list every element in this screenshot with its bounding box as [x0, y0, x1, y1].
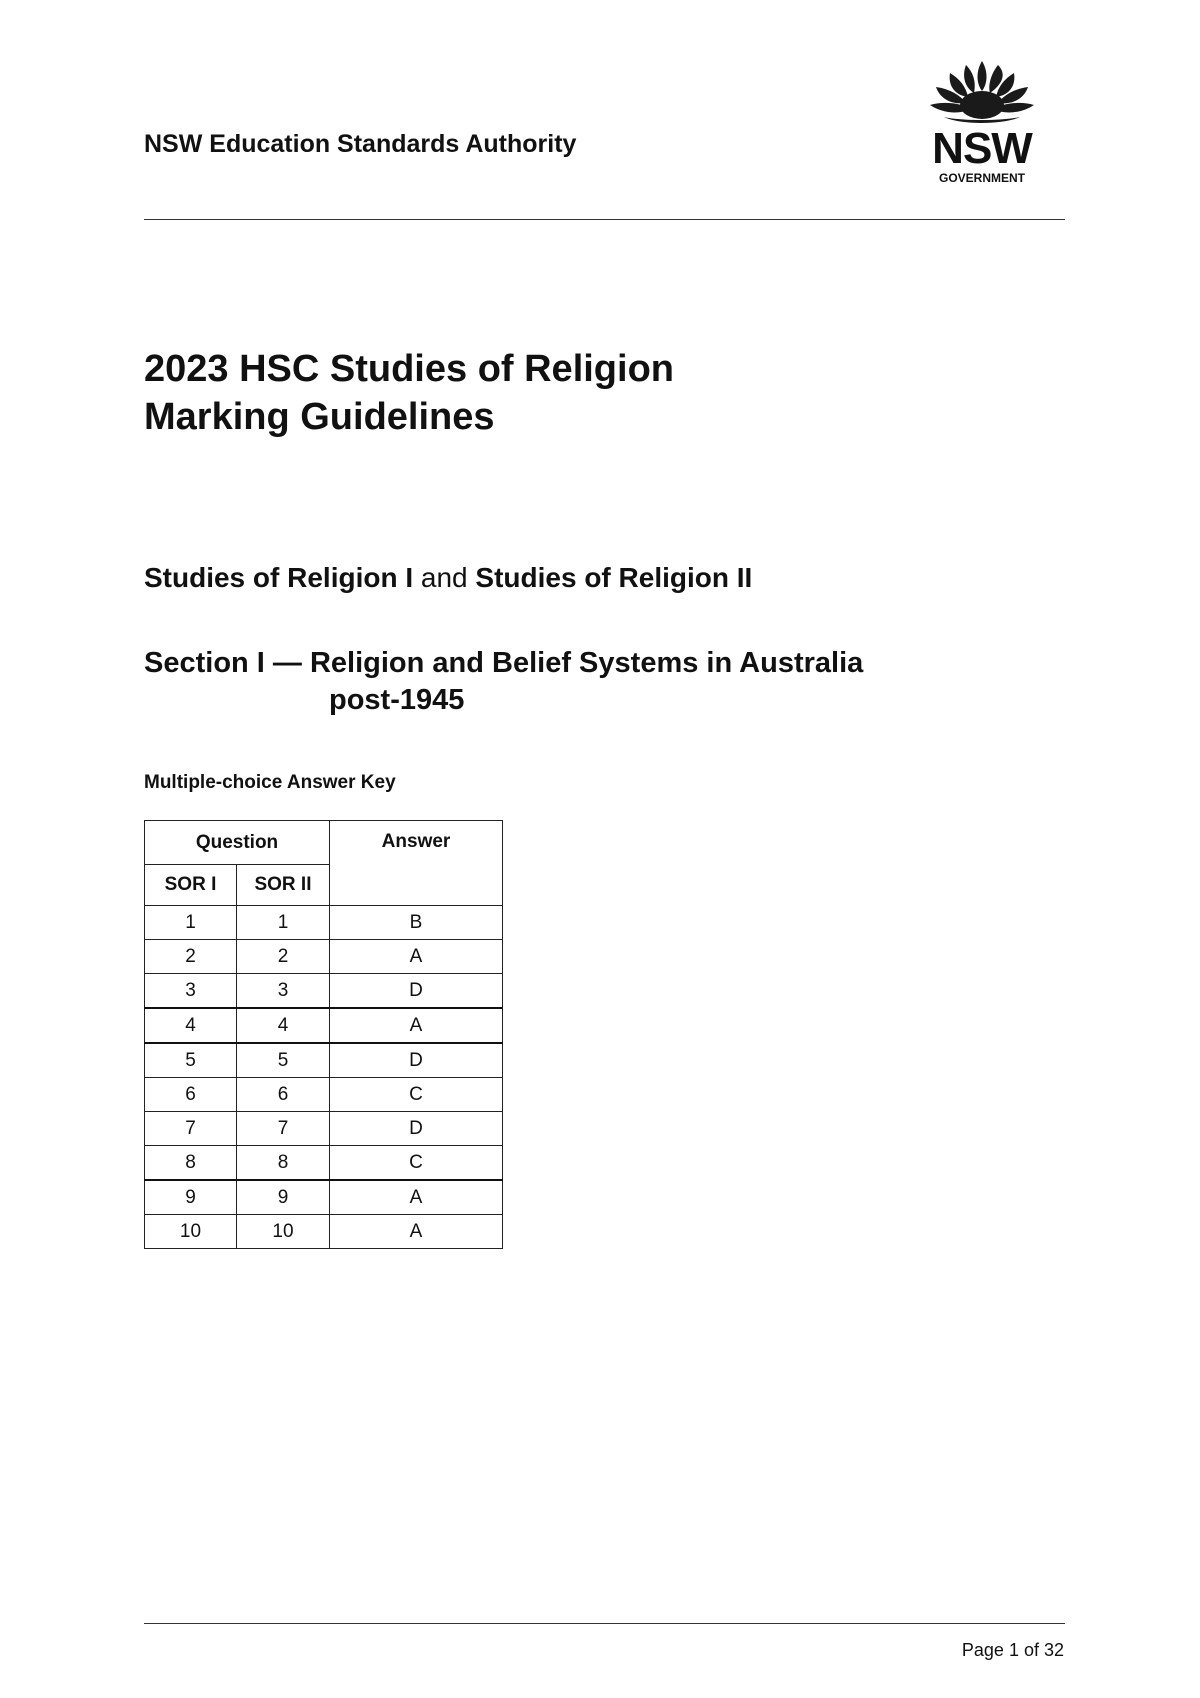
sor1-cell: 10 — [145, 1215, 237, 1249]
header-divider — [144, 219, 1065, 220]
answer-key-table — [144, 820, 503, 1249]
sor2-cell: 4 — [237, 1008, 330, 1043]
sor2-header: SOR II — [237, 865, 330, 906]
sor1-cell: 1 — [145, 906, 237, 940]
logo-subtext: GOVERNMENT — [938, 171, 1025, 185]
answer-cell: D — [330, 1043, 503, 1078]
section-heading — [144, 645, 863, 719]
sor1-cell: 8 — [145, 1146, 237, 1181]
sor1-cell: 9 — [145, 1180, 237, 1215]
answer-cell: D — [330, 1112, 503, 1146]
answer-header: Answer — [330, 821, 503, 906]
sor1-cell: 2 — [145, 940, 237, 974]
question-header: Question — [145, 821, 330, 865]
subtitle-joiner: and — [413, 562, 476, 593]
table-row — [145, 1215, 503, 1249]
answer-cell: C — [330, 1146, 503, 1181]
table-row — [145, 1043, 503, 1078]
waratah-icon — [920, 55, 1044, 129]
table-row — [145, 1146, 503, 1181]
table-row — [145, 1112, 503, 1146]
title-line-1: 2023 HSC Studies of Religion — [144, 348, 674, 390]
sor1-cell: 7 — [145, 1112, 237, 1146]
section-line-2: post-1945 — [329, 684, 465, 716]
logo-wordmark: NSW — [932, 124, 1032, 173]
table-row — [145, 974, 503, 1009]
organisation-name: NSW Education Standards Authority — [144, 130, 577, 158]
sor2-cell: 10 — [237, 1215, 330, 1249]
document-title — [144, 345, 674, 441]
subtitle-part-1: Studies of Religion I — [144, 562, 414, 593]
answer-cell: C — [330, 1078, 503, 1112]
table-row — [145, 1180, 503, 1215]
title-line-2: Marking Guidelines — [144, 396, 495, 438]
sor1-cell: 6 — [145, 1078, 237, 1112]
sor2-cell: 2 — [237, 940, 330, 974]
nsw-government-logo — [920, 55, 1044, 185]
subtitle-part-2: Studies of Religion II — [475, 562, 753, 593]
course-subtitle — [144, 562, 752, 594]
answer-cell: B — [330, 906, 503, 940]
page-number: Page 1 of 32 — [961, 1640, 1064, 1660]
section-line-1: Section I — Religion and Belief Systems in Australia — [144, 647, 864, 679]
sor1-header: SOR I — [145, 865, 237, 906]
sor2-cell: 5 — [237, 1043, 330, 1078]
sor2-cell: 6 — [237, 1078, 330, 1112]
answer-cell: A — [330, 1215, 503, 1249]
sor2-cell: 9 — [237, 1180, 330, 1215]
answer-key-body — [145, 906, 503, 1249]
answer-cell: A — [330, 1008, 503, 1043]
table-row — [145, 906, 503, 940]
answer-cell: A — [330, 940, 503, 974]
answer-cell: A — [330, 1180, 503, 1215]
answer-cell: D — [330, 974, 503, 1009]
sor1-cell: 5 — [145, 1043, 237, 1078]
sor2-cell: 7 — [237, 1112, 330, 1146]
answer-key-heading: Multiple-choice Answer Key — [144, 772, 396, 793]
sor2-cell: 1 — [237, 906, 330, 940]
table-row — [145, 1008, 503, 1043]
sor1-cell: 3 — [145, 974, 237, 1009]
sor2-cell: 8 — [237, 1146, 330, 1181]
sor1-cell: 4 — [145, 1008, 237, 1043]
footer-divider — [144, 1623, 1065, 1624]
table-row — [145, 1078, 503, 1112]
sor2-cell: 3 — [237, 974, 330, 1009]
table-row — [145, 940, 503, 974]
